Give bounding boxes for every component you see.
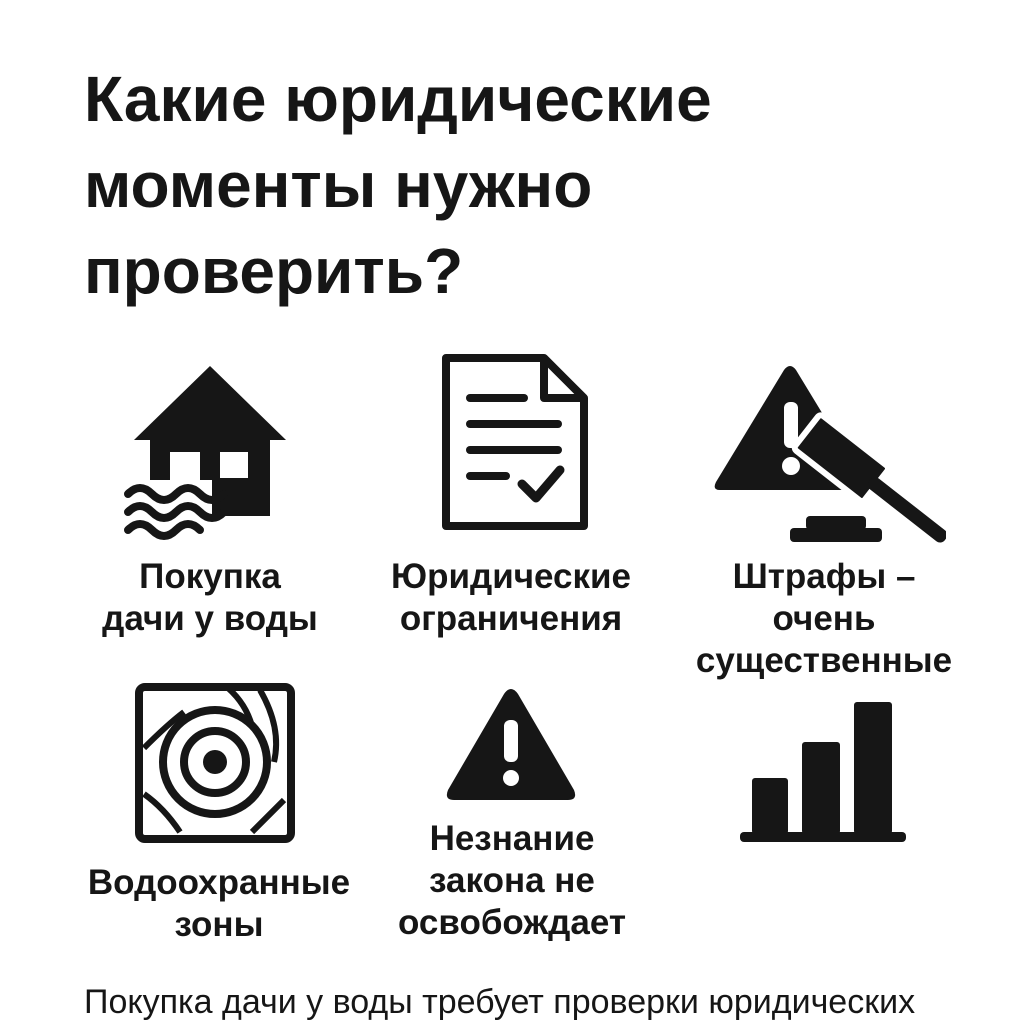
warning-gavel-icon <box>706 360 946 550</box>
label-water-zones <box>64 862 374 946</box>
bar-chart-icon <box>738 700 908 844</box>
label-line: зоны <box>174 905 264 944</box>
label-line: очень <box>772 599 876 638</box>
label-line: дачи у воды <box>102 599 318 638</box>
label-line: существенные <box>695 641 953 680</box>
bottom-caption: Покупка дачи у воды требует проверки юридических <box>84 983 916 1021</box>
label-line: Юридические <box>390 557 631 596</box>
label-line: освобождает <box>398 903 626 942</box>
document-check-icon <box>440 352 590 532</box>
title-line-1: Какие юридические <box>84 63 712 135</box>
label-ignorance-of-law <box>362 818 662 944</box>
label-line: Штрафы – <box>732 557 916 596</box>
house-by-water-icon <box>120 360 300 540</box>
title-line-2: моменты нужно <box>84 149 593 221</box>
label-buying-dacha <box>60 556 360 640</box>
label-fines <box>668 556 980 682</box>
label-line: Незнание <box>429 819 595 858</box>
label-line: закона не <box>429 861 595 900</box>
label-line: Водоохранные <box>87 863 351 902</box>
page-title <box>84 56 984 314</box>
water-protection-zone-icon <box>134 682 296 844</box>
label-legal-restrictions <box>356 556 666 640</box>
label-line: Покупка <box>139 557 281 596</box>
title-line-3: проверить? <box>84 235 464 307</box>
warning-icon <box>444 686 578 804</box>
label-line: ограничения <box>399 599 623 638</box>
